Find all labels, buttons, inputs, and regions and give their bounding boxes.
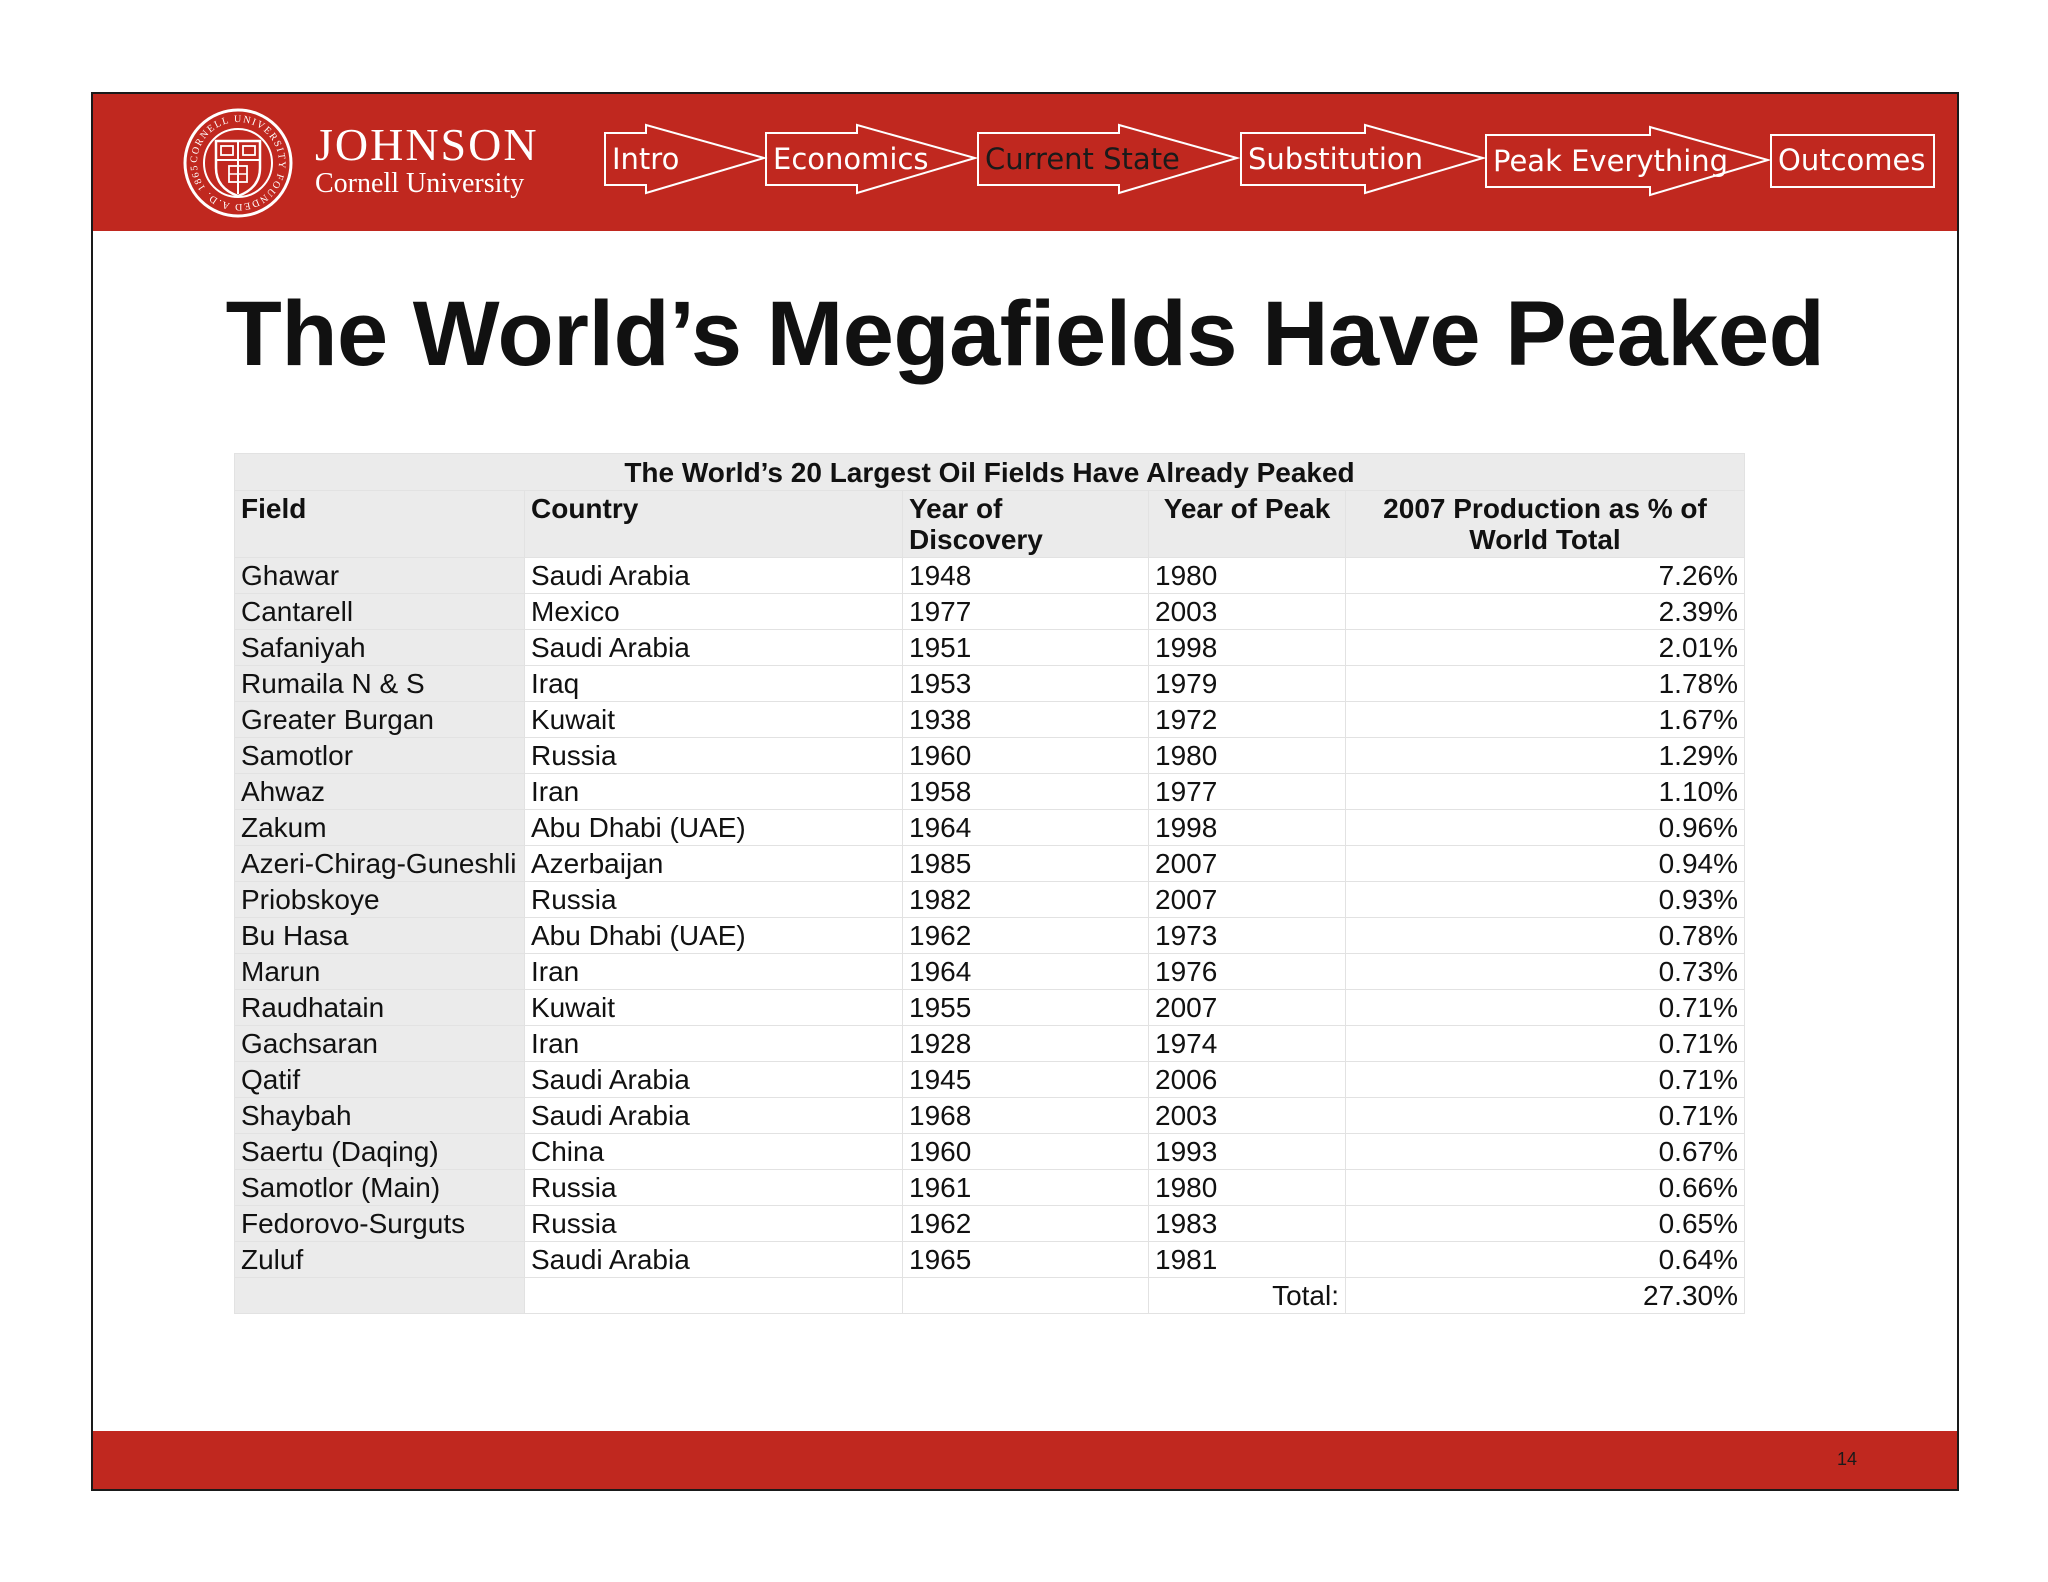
logo-name: JOHNSON [315, 119, 539, 170]
cell-field: Priobskoye [235, 882, 525, 918]
total-value: 27.30% [1346, 1278, 1745, 1314]
cell-country: Iran [525, 774, 903, 810]
cornell-seal-icon [183, 108, 293, 218]
cell-country: Abu Dhabi (UAE) [525, 918, 903, 954]
cell-peak: 1979 [1149, 666, 1346, 702]
cell-discovery: 1960 [903, 738, 1149, 774]
total-blank-country [525, 1278, 903, 1314]
cell-discovery: 1960 [903, 1134, 1149, 1170]
table-row [235, 1206, 1745, 1242]
cell-production: 0.67% [1346, 1134, 1745, 1170]
cell-field: Raudhatain [235, 990, 525, 1026]
cell-peak: 1980 [1149, 738, 1346, 774]
cell-production: 1.78% [1346, 666, 1745, 702]
cell-country: Saudi Arabia [525, 558, 903, 594]
cell-production: 0.78% [1346, 918, 1745, 954]
cell-field: Azeri-Chirag-Guneshli [235, 846, 525, 882]
cell-production: 2.39% [1346, 594, 1745, 630]
cell-discovery: 1938 [903, 702, 1149, 738]
cell-discovery: 1964 [903, 954, 1149, 990]
nav-label-economics: Economics [773, 142, 929, 176]
cell-production: 0.65% [1346, 1206, 1745, 1242]
cell-production: 0.71% [1346, 1062, 1745, 1098]
cell-field: Ahwaz [235, 774, 525, 810]
cell-country: Saudi Arabia [525, 1098, 903, 1134]
cell-production: 0.71% [1346, 1098, 1745, 1134]
table-row [235, 954, 1745, 990]
cell-field: Samotlor [235, 738, 525, 774]
cell-production: 0.94% [1346, 846, 1745, 882]
cell-peak: 1976 [1149, 954, 1346, 990]
cell-peak: 1972 [1149, 702, 1346, 738]
cell-production: 0.64% [1346, 1242, 1745, 1278]
table-caption-row [235, 454, 1745, 491]
oil-fields-table [234, 453, 1745, 1314]
cell-peak: 2003 [1149, 1098, 1346, 1134]
cell-country: Russia [525, 882, 903, 918]
table-row [235, 1134, 1745, 1170]
cell-field: Marun [235, 954, 525, 990]
cell-discovery: 1965 [903, 1242, 1149, 1278]
cell-peak: 2003 [1149, 594, 1346, 630]
cell-discovery: 1964 [903, 810, 1149, 846]
table-row [235, 738, 1745, 774]
cell-country: Saudi Arabia [525, 630, 903, 666]
table-row [235, 990, 1745, 1026]
nav-item-substitution[interactable] [1240, 124, 1485, 196]
table-row [235, 918, 1745, 954]
cell-discovery: 1977 [903, 594, 1149, 630]
cell-country: Iran [525, 1026, 903, 1062]
total-blank-discovery [903, 1278, 1149, 1314]
cell-production: 7.26% [1346, 558, 1745, 594]
table-caption: The World’s 20 Largest Oil Fields Have Already Peaked [235, 454, 1745, 491]
cell-discovery: 1945 [903, 1062, 1149, 1098]
cell-country: Kuwait [525, 702, 903, 738]
nav-item-peak-everything[interactable] [1485, 126, 1770, 198]
cell-field: Samotlor (Main) [235, 1170, 525, 1206]
cell-production: 2.01% [1346, 630, 1745, 666]
cell-peak: 1973 [1149, 918, 1346, 954]
cell-country: Iran [525, 954, 903, 990]
nav-label-peak-everything: Peak Everything [1493, 144, 1729, 178]
nav-item-outcomes[interactable] [1770, 134, 1936, 206]
cell-country: Azerbaijan [525, 846, 903, 882]
cell-peak: 1980 [1149, 1170, 1346, 1206]
header-field: Field [235, 491, 525, 558]
table-row [235, 1170, 1745, 1206]
cell-discovery: 1953 [903, 666, 1149, 702]
cell-peak: 1983 [1149, 1206, 1346, 1242]
cell-country: Russia [525, 1206, 903, 1242]
cell-country: Iraq [525, 666, 903, 702]
cell-peak: 1980 [1149, 558, 1346, 594]
cell-country: Russia [525, 1170, 903, 1206]
johnson-wordmark [315, 119, 539, 199]
cell-peak: 1998 [1149, 630, 1346, 666]
cell-peak: 2007 [1149, 882, 1346, 918]
cell-production: 0.73% [1346, 954, 1745, 990]
table-row [235, 630, 1745, 666]
slide-title: The World’s Megafields Have Peaked [225, 283, 1825, 385]
footer-band [93, 1431, 1957, 1489]
table-row [235, 558, 1745, 594]
cell-production: 1.67% [1346, 702, 1745, 738]
table-row [235, 702, 1745, 738]
cell-field: Cantarell [235, 594, 525, 630]
cell-discovery: 1948 [903, 558, 1149, 594]
oil-fields-table-wrap [234, 453, 1744, 1314]
header-band [93, 94, 1957, 231]
logo-university: Cornell University [315, 168, 525, 199]
table-row [235, 846, 1745, 882]
cell-peak: 2007 [1149, 846, 1346, 882]
total-label: Total: [1149, 1278, 1346, 1314]
cell-country: Russia [525, 738, 903, 774]
cell-field: Qatif [235, 1062, 525, 1098]
cell-production: 0.96% [1346, 810, 1745, 846]
slide [91, 92, 1959, 1491]
cell-peak: 2006 [1149, 1062, 1346, 1098]
cell-country: Mexico [525, 594, 903, 630]
cell-field: Safaniyah [235, 630, 525, 666]
cell-discovery: 1985 [903, 846, 1149, 882]
cell-peak: 1974 [1149, 1026, 1346, 1062]
cell-field: Greater Burgan [235, 702, 525, 738]
cell-peak: 1993 [1149, 1134, 1346, 1170]
cell-field: Ghawar [235, 558, 525, 594]
table-row [235, 1062, 1745, 1098]
nav-label-intro: Intro [612, 142, 680, 176]
cell-country: Saudi Arabia [525, 1242, 903, 1278]
cell-production: 0.66% [1346, 1170, 1745, 1206]
cell-peak: 1977 [1149, 774, 1346, 810]
header-country: Country [525, 491, 903, 558]
cell-discovery: 1961 [903, 1170, 1149, 1206]
cell-discovery: 1928 [903, 1026, 1149, 1062]
cell-country: Abu Dhabi (UAE) [525, 810, 903, 846]
cell-discovery: 1982 [903, 882, 1149, 918]
table-row [235, 594, 1745, 630]
cell-field: Gachsaran [235, 1026, 525, 1062]
nav-item-intro[interactable] [604, 124, 766, 196]
table-header-row [235, 491, 1745, 558]
nav-item-economics[interactable] [765, 124, 977, 196]
cell-discovery: 1951 [903, 630, 1149, 666]
cell-field: Zakum [235, 810, 525, 846]
cell-country: Saudi Arabia [525, 1062, 903, 1098]
cell-production: 0.71% [1346, 990, 1745, 1026]
cell-field: Bu Hasa [235, 918, 525, 954]
cell-field: Zuluf [235, 1242, 525, 1278]
cell-field: Rumaila N & S [235, 666, 525, 702]
page-number: 14 [1836, 1449, 1857, 1469]
cell-country: China [525, 1134, 903, 1170]
table-row [235, 666, 1745, 702]
table-row [235, 882, 1745, 918]
cell-production: 0.71% [1346, 1026, 1745, 1062]
table-row [235, 810, 1745, 846]
cell-peak: 2007 [1149, 990, 1346, 1026]
nav-label-substitution: Substitution [1248, 142, 1424, 176]
table-row [235, 774, 1745, 810]
cell-peak: 1998 [1149, 810, 1346, 846]
header-discovery: Year of Discovery [903, 491, 1149, 558]
table-row [235, 1242, 1745, 1278]
cell-field: Fedorovo-Surguts [235, 1206, 525, 1242]
cell-discovery: 1968 [903, 1098, 1149, 1134]
cell-peak: 1981 [1149, 1242, 1346, 1278]
nav-item-current-state[interactable] [977, 124, 1239, 196]
nav-label-current-state: Current State [985, 142, 1180, 176]
cell-production: 1.10% [1346, 774, 1745, 810]
cell-production: 1.29% [1346, 738, 1745, 774]
total-blank-field [235, 1278, 525, 1314]
table-total-row [235, 1278, 1745, 1314]
seal-text: CORNELL UNIVERSITY FOUNDED A.D. 1865 [188, 113, 288, 213]
table-row [235, 1098, 1745, 1134]
cell-production: 0.93% [1346, 882, 1745, 918]
cell-field: Saertu (Daqing) [235, 1134, 525, 1170]
header-peak: Year of Peak [1149, 491, 1346, 558]
cell-discovery: 1958 [903, 774, 1149, 810]
cell-discovery: 1962 [903, 1206, 1149, 1242]
table-row [235, 1026, 1745, 1062]
header-production: 2007 Production as % of World Total [1346, 491, 1745, 558]
cell-discovery: 1962 [903, 918, 1149, 954]
cell-field: Shaybah [235, 1098, 525, 1134]
cell-country: Kuwait [525, 990, 903, 1026]
nav-label-outcomes: Outcomes [1778, 143, 1926, 177]
cell-discovery: 1955 [903, 990, 1149, 1026]
